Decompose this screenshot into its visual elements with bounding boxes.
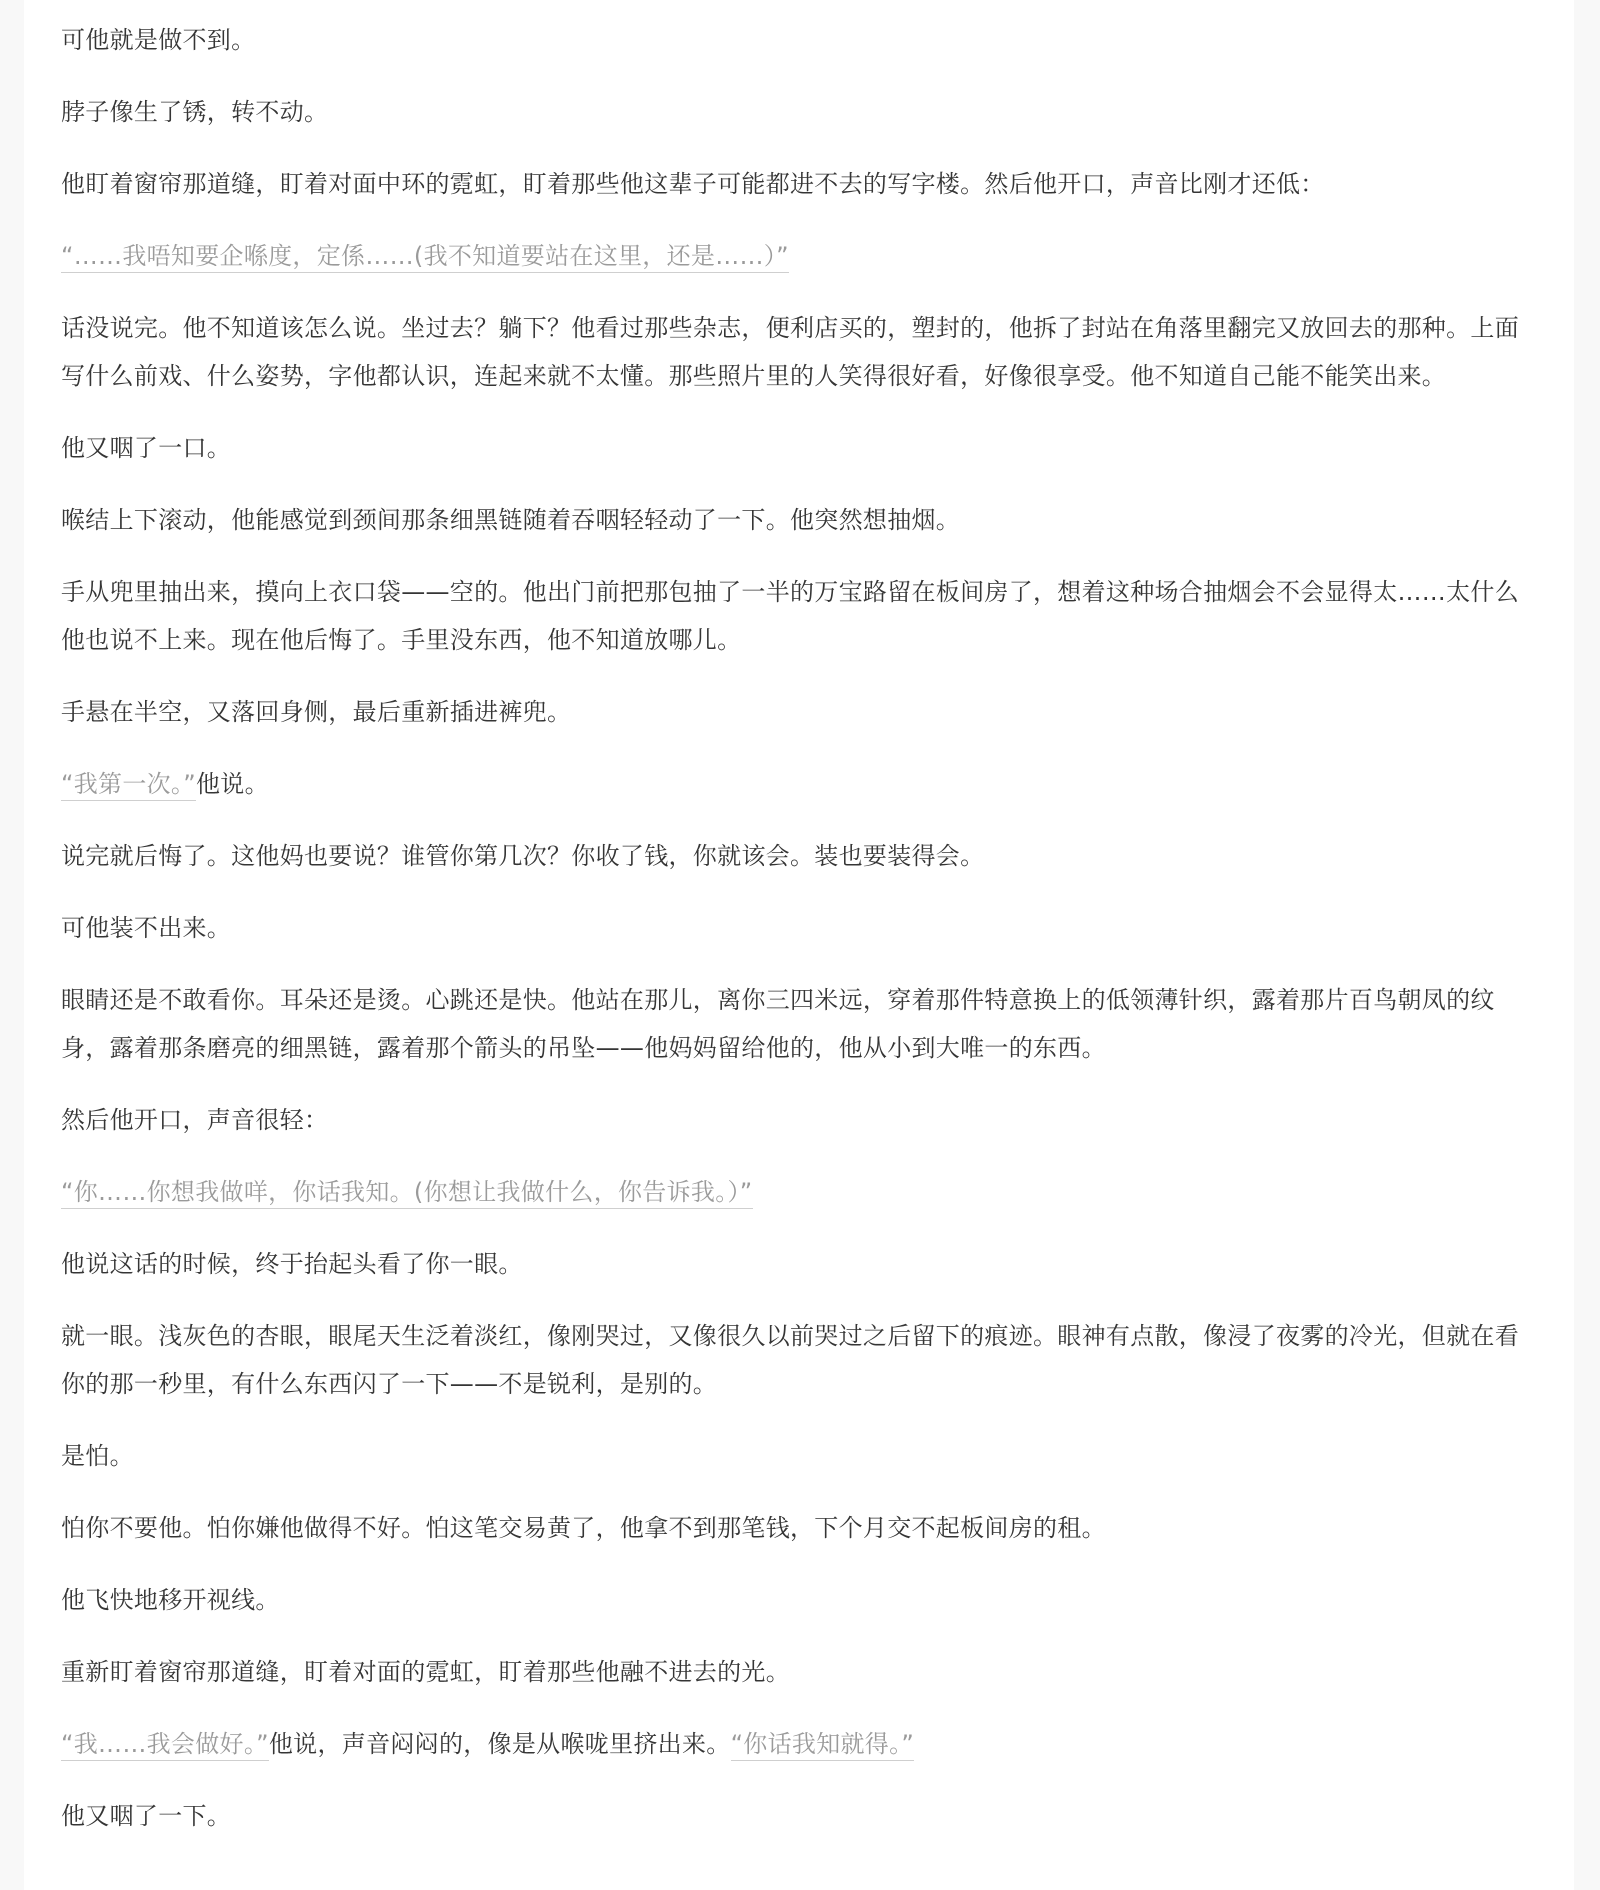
dialogue-quote: “我第一次。” <box>61 770 196 801</box>
narration-text: 就一眼。浅灰色的杏眼，眼尾天生泛着淡红，像刚哭过，又像很久以前哭过之后留下的痕迹。眼神有点散，像浸了夜雾的冷光，但就在看你的那一秒里，有什么东西闪了一下——不是锐利，是别的。 <box>61 1322 1519 1398</box>
paragraph <box>61 1096 1541 1144</box>
narration-text: 他飞快地移开视线。 <box>61 1586 280 1614</box>
paragraph <box>61 568 1541 664</box>
paragraph <box>61 760 1541 808</box>
paragraph <box>61 16 1541 64</box>
dialogue-quote: “你话我知就得。” <box>731 1730 915 1761</box>
paragraph <box>61 832 1541 880</box>
narration-text: 怕你不要他。怕你嫌他做得不好。怕这笔交易黄了，他拿不到那笔钱，下个月交不起板间房的租。 <box>61 1514 1106 1542</box>
paragraph <box>61 1720 1541 1768</box>
narration-text: 重新盯着窗帘那道缝，盯着对面的霓虹，盯着那些他融不进去的光。 <box>61 1658 790 1686</box>
paragraph <box>61 688 1541 736</box>
narration-text: 是怕。 <box>61 1442 134 1470</box>
paragraph <box>61 1648 1541 1696</box>
narration-text: 他说这话的时候，终于抬起头看了你一眼。 <box>61 1250 523 1278</box>
paragraph <box>61 304 1541 400</box>
dialogue-quote: “……我唔知要企喺度，定係……(我不知道要站在这里，还是……）” <box>61 242 789 273</box>
document-page <box>24 0 1574 1890</box>
narration-text: 手从兜里抽出来，摸向上衣口袋——空的。他出门前把那包抽了一半的万宝路留在板间房了，想着这种场合抽烟会不会显得太……太什么他也说不上来。现在他后悔了。手里没东西，他不知道放哪儿。 <box>61 578 1519 654</box>
narration-text: 可他装不出来。 <box>61 914 232 942</box>
paragraph <box>61 904 1541 952</box>
narration-text: 然后他开口，声音很轻： <box>61 1106 329 1134</box>
paragraph <box>61 496 1541 544</box>
dialogue-quote: “你……你想我做咩，你话我知。(你想让我做什么，你告诉我。）” <box>61 1178 753 1209</box>
paragraph <box>61 1240 1541 1288</box>
paragraph <box>61 1312 1541 1408</box>
narration-text: 他又咽了一下。 <box>61 1802 232 1830</box>
paragraph <box>61 160 1541 208</box>
narration-text: 他盯着窗帘那道缝，盯着对面中环的霓虹，盯着那些他这辈子可能都进不去的写字楼。然后他开口，声音比刚才还低： <box>61 170 1325 198</box>
paragraph <box>61 1168 1541 1216</box>
paragraph <box>61 1504 1541 1552</box>
narration-text: 说完就后悔了。这他妈也要说？谁管你第几次？你收了钱，你就该会。装也要装得会。 <box>61 842 985 870</box>
paragraph <box>61 424 1541 472</box>
paragraph <box>61 1432 1541 1480</box>
narration-text: 他说。 <box>195 770 269 798</box>
narration-text: 他说，声音闷闷的，像是从喉咙里挤出来。 <box>268 1730 731 1758</box>
narration-text: 可他就是做不到。 <box>61 26 256 54</box>
narration-text: 喉结上下滚动，他能感觉到颈间那条细黑链随着吞咽轻轻动了一下。他突然想抽烟。 <box>61 506 961 534</box>
paragraph <box>61 976 1541 1072</box>
narration-text: 话没说完。他不知道该怎么说。坐过去？躺下？他看过那些杂志，便利店买的，塑封的，他拆了封站在角落里翻完又放回去的那种。上面写什么前戏、什么姿势，字他都认识，连起来就不太懂。那些照片里的人笑得很好看，好像很享受。他不知道自己能不能笑出来。 <box>61 314 1519 390</box>
dialogue-quote: “我……我会做好。” <box>61 1730 269 1761</box>
narration-text: 手悬在半空，又落回身侧，最后重新插进裤兜。 <box>61 698 572 726</box>
paragraph <box>61 1576 1541 1624</box>
paragraph <box>61 1792 1541 1840</box>
paragraph <box>61 232 1541 280</box>
narration-text: 他又咽了一口。 <box>61 434 232 462</box>
narration-text: 脖子像生了锈，转不动。 <box>61 98 329 126</box>
narration-text: 眼睛还是不敢看你。耳朵还是烫。心跳还是快。他站在那儿，离你三四米远，穿着那件特意换上的低领薄针织，露着那片百鸟朝凤的纹身，露着那条磨亮的细黑链，露着那个箭头的吊坠——他妈妈留给他的，他从小到大唯一的东西。 <box>61 986 1495 1062</box>
story-body <box>61 16 1541 1864</box>
paragraph <box>61 88 1541 136</box>
